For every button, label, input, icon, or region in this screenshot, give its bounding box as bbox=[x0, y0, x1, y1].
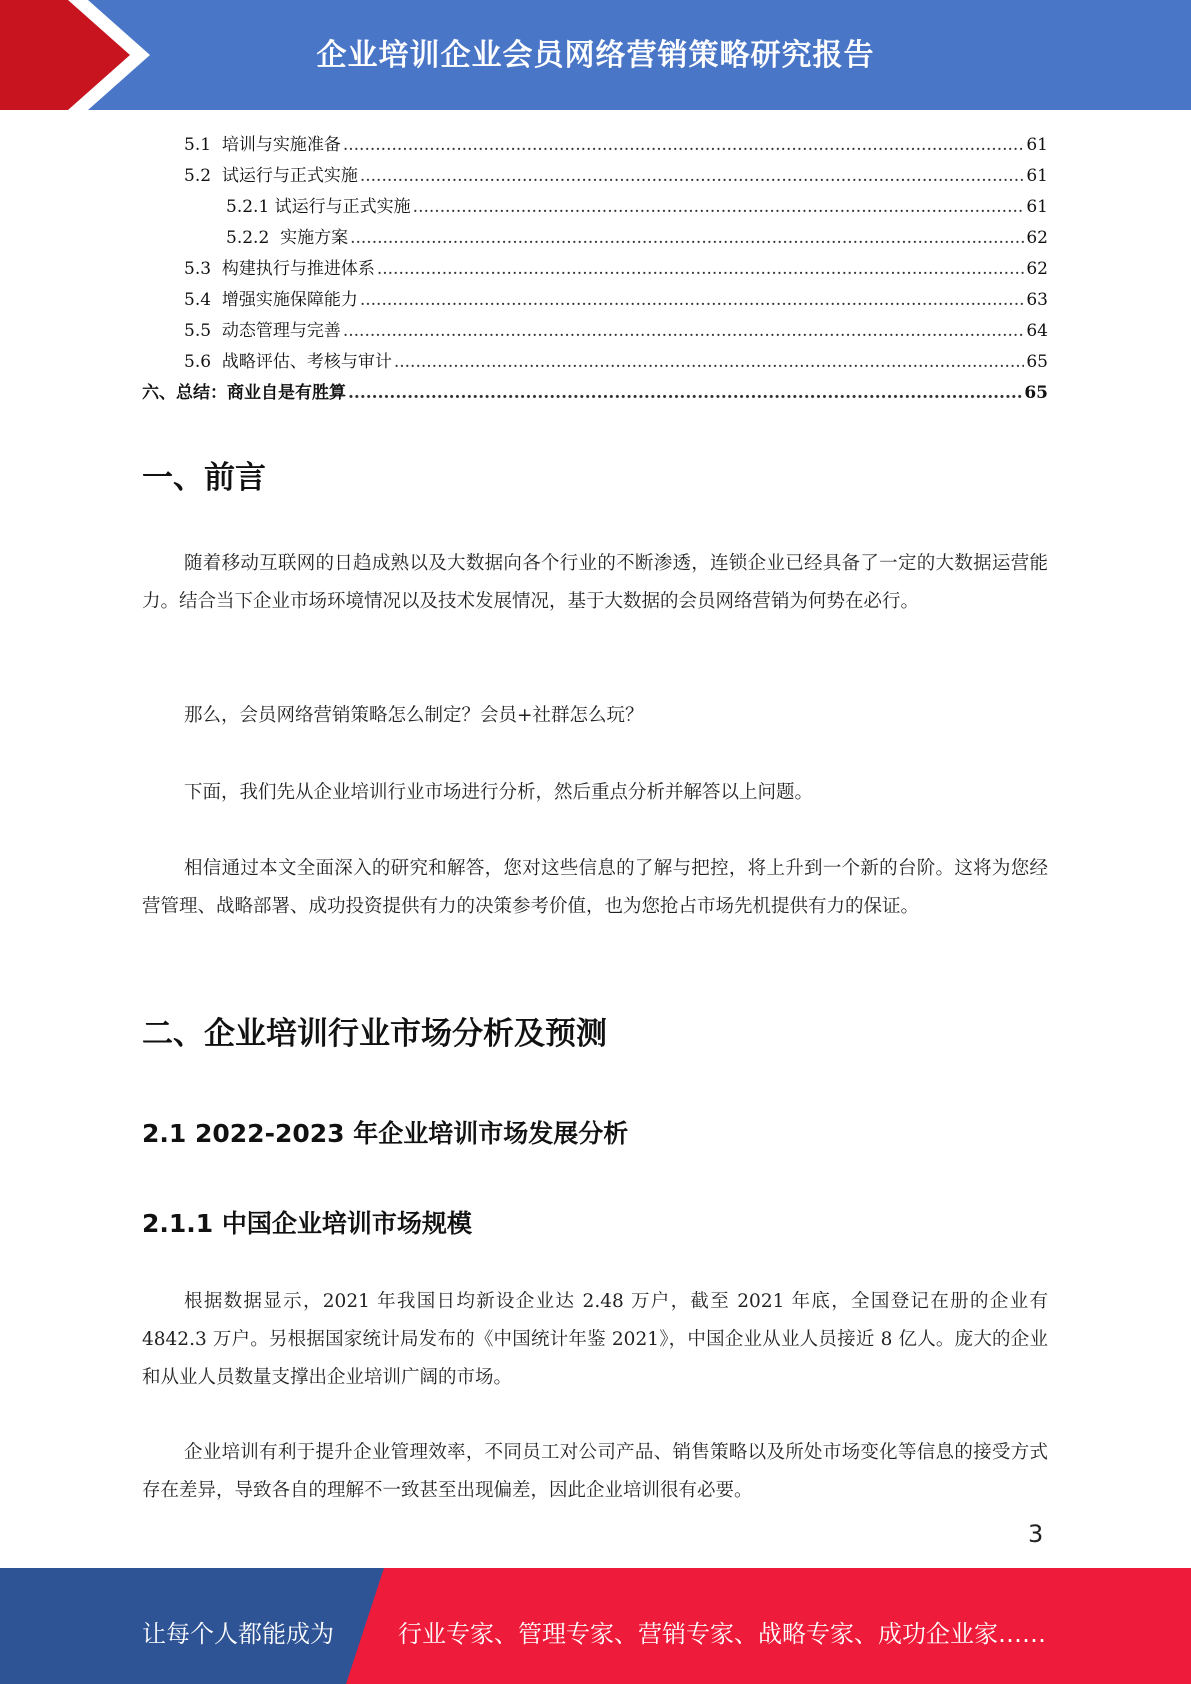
toc-entry[interactable] bbox=[142, 285, 1048, 316]
toc-entry-page: 65 bbox=[1026, 352, 1048, 372]
market-paragraph-1: 根据数据显示，2021 年我国日均新设企业达 2.48 万户，截至 2021 年底，全国登记在册的企业有 4842.3 万户。另根据国家统计局发布的《中国统计年鉴 2021》，中国企业从业人员接近 8 亿人。庞大的企业和从业人员数量支撑出企业培训广阔的市场。 bbox=[142, 1291, 1048, 1388]
toc-entry-label: 5.2 试运行与正式实施 bbox=[184, 166, 358, 186]
toc-entry-page: 61 bbox=[1026, 197, 1048, 217]
toc-leader-dots bbox=[377, 259, 1025, 279]
toc-leader-dots bbox=[343, 321, 1025, 341]
toc-entry-page: 62 bbox=[1026, 228, 1048, 248]
toc-leader-dots bbox=[360, 166, 1025, 186]
toc-entry-page: 61 bbox=[1026, 135, 1048, 155]
preface-paragraph-1: 随着移动互联网的日趋成熟以及大数据向各个行业的不断渗透，连锁企业已经具备了一定的大数据运营能力。结合当下企业市场环境情况以及技术发展情况，基于大数据的会员网络营销为何势在必行。 bbox=[142, 553, 1048, 612]
toc-entry[interactable] bbox=[142, 378, 1048, 409]
report-header bbox=[0, 0, 1191, 110]
footer-slogan-right: 行业专家、管理专家、营销专家、战略专家、成功企业家…… bbox=[398, 1620, 1046, 1648]
section-2-1-1-heading: 2.1.1 中国企业培训市场规模 bbox=[142, 1209, 472, 1238]
market-analysis-heading: 二、企业培训行业市场分析及预测 bbox=[142, 1016, 607, 1052]
toc-entry-label: 5.4 增强实施保障能力 bbox=[184, 290, 358, 310]
toc-leader-dots bbox=[343, 135, 1025, 155]
preface-heading: 一、前言 bbox=[142, 460, 266, 496]
toc-entry[interactable] bbox=[142, 316, 1048, 347]
toc-entry-label: 六、总结：商业自是有胜算 bbox=[142, 383, 346, 403]
toc-entry-label: 5.1 培训与实施准备 bbox=[184, 135, 341, 155]
toc-entry[interactable] bbox=[142, 347, 1048, 378]
toc-entry-page: 61 bbox=[1026, 166, 1048, 186]
toc-entry-label: 5.5 动态管理与完善 bbox=[184, 321, 341, 341]
toc-entry-label: 5.6 战略评估、考核与审计 bbox=[184, 352, 392, 372]
market-paragraph-2: 企业培训有利于提升企业管理效率，不同员工对公司产品、销售策略以及所处市场变化等信息的接受方式存在差异，导致各自的理解不一致甚至出现偏差，因此企业培训很有必要。 bbox=[142, 1442, 1048, 1501]
footer-slogan-left: 让每个人都能成为 bbox=[142, 1620, 334, 1648]
toc-entry-page: 65 bbox=[1024, 383, 1048, 403]
table-of-contents bbox=[142, 130, 1048, 409]
toc-entry[interactable] bbox=[142, 192, 1048, 223]
report-title: 企业培训企业会员网络营销策略研究报告 bbox=[316, 38, 875, 73]
toc-leader-dots bbox=[360, 290, 1025, 310]
toc-leader-dots bbox=[348, 383, 1022, 403]
page-number: 3 bbox=[1028, 1520, 1044, 1548]
toc-entry[interactable] bbox=[142, 254, 1048, 285]
toc-entry-page: 63 bbox=[1026, 290, 1048, 310]
toc-leader-dots bbox=[350, 228, 1024, 248]
toc-entry[interactable] bbox=[142, 161, 1048, 192]
toc-entry[interactable] bbox=[142, 223, 1048, 254]
toc-entry-label: 5.2.1 试运行与正式实施 bbox=[226, 197, 411, 217]
toc-entry-page: 64 bbox=[1026, 321, 1048, 341]
toc-entry-label: 5.2.2 实施方案 bbox=[226, 228, 349, 248]
toc-entry-label: 5.3 构建执行与推进体系 bbox=[184, 259, 375, 279]
preface-paragraph-3: 下面，我们先从企业培训行业市场进行分析，然后重点分析并解答以上问题。 bbox=[184, 782, 814, 803]
toc-entry-page: 62 bbox=[1026, 259, 1048, 279]
toc-entry[interactable] bbox=[142, 130, 1048, 161]
section-2-1-heading: 2.1 2022-2023 年企业培训市场发展分析 bbox=[142, 1119, 629, 1148]
toc-leader-dots bbox=[413, 197, 1025, 217]
preface-paragraph-2: 那么，会员网络营销策略怎么制定？会员+社群怎么玩？ bbox=[184, 705, 644, 726]
preface-paragraph-4: 相信通过本文全面深入的研究和解答，您对这些信息的了解与把控，将上升到一个新的台阶。这将为您经营管理、战略部署、成功投资提供有力的决策参考价值，也为您抢占市场先机提供有力的保证。 bbox=[142, 858, 1048, 917]
toc-leader-dots bbox=[394, 352, 1025, 372]
